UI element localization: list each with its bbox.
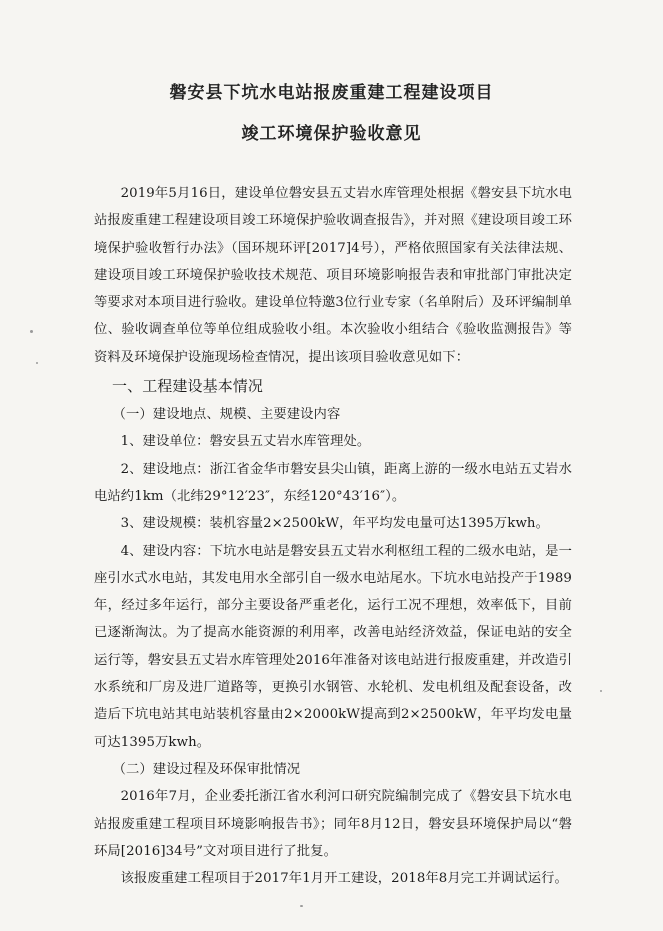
document-subtitle: 竣工环境保护验收意见	[241, 124, 422, 144]
body-paragraph: 该报废重建工程项目于2017年1月开工建设，2018年8月完工并调试运行。	[120, 871, 568, 887]
subsection-heading: （二）建设过程及环保审批情况	[112, 761, 301, 777]
scan-speck	[36, 362, 38, 364]
body-paragraph: 3、建设规模：装机容量2×2500kW，年平均发电量可达1395万kwh。	[120, 516, 549, 532]
intro-paragraph: 2019年5月16日，建设单位磐安县五丈岩水库管理处根据《磐安县下坑水电站报废重建工程建设项目竣工环境保护验收调查报告》，并对照《建设项目竣工环境保护验收暂行办法》（国环规环评[2017]4号），严格依照国家有关法律法规、建设项目竣工环境保护验收技术规范、项目环境影响报告表和审批部门审批决定等要求对本项目进行验收。建设单位特邀3位行业专家（名单附后）及环评编制单位、验收调查单位等单位组成验收小组。本次验收小组结合《验收监测报告》等资料及环境保护设施现场检查情况，提出该项目验收意见如下：	[94, 186, 572, 365]
body-paragraph: 2016年7月，企业委托浙江省水利河口研究院编制完成了《磐安县下坑水电站报废重建工程项目环境影响报告书》；同年8月12日，磐安县环境保护局以“磐环局[2016]34号”文对项目进行了批复。	[94, 789, 572, 859]
document-title: 磐安县下坑水电站报废重建工程建设项目	[169, 83, 494, 103]
subsection-heading: （一）建设地点、规模、主要建设内容	[112, 407, 341, 423]
section-heading: 一、工程建设基本情况	[112, 377, 264, 396]
body-paragraph: 4、建设内容：下坑水电站是磐安县五丈岩水利枢纽工程的二级水电站，是一座引水式水电站，其发电用水全部引自一级水电站尾水。下坑水电站投产于1989年，经过多年运行，部分主要设备严重老化，运行工况不理想，效率低下，目前已逐渐淘汰。为了提高水能资源的利用率，改善电站经济效益，保证电站的安全运行等，磐安县五丈岩水库管理处2016年准备对该电站进行报废重建，并改造引水系统和厂房及进厂道路等，更换引水钢管、水轮机、发电机组及配套设备，改造后下坑电站其电站装机容量由2×2000kW提高到2×2500kW，年平均发电量可达1395万kwh。	[94, 543, 572, 750]
scan-speck	[300, 905, 303, 907]
document-body	[94, 178, 572, 892]
body-paragraph: 1、建设单位：磐安县五丈岩水库管理处。	[120, 434, 371, 450]
scan-speck	[600, 690, 602, 692]
body-paragraph: 2、建设地点：浙江省金华市磐安县尖山镇，距离上游的一级水电站五丈岩水电站约1km（北纬29°12′23″，东经120°43′16″）。	[94, 461, 572, 504]
scan-speck	[30, 330, 33, 333]
